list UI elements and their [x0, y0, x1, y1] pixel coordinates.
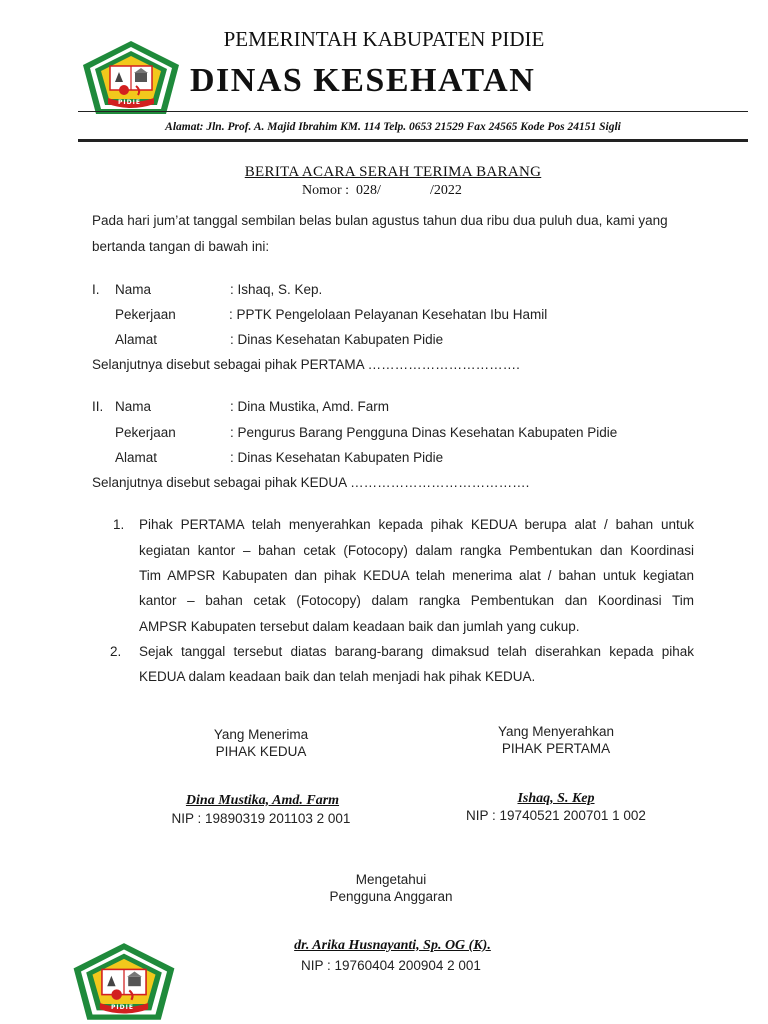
stamp-logo-label: PIDIE: [111, 1004, 134, 1011]
approver-name: dr. Arika Husnayanti, Sp. OG (K).: [294, 938, 491, 953]
letterhead-rule-thin: [78, 111, 748, 112]
approver-position: Pengguna Anggaran: [329, 889, 453, 904]
receiver-name: Dina Mustika, Amd. Farm: [185, 793, 340, 808]
document-number: Nomor : 028/ /2022: [302, 183, 462, 198]
agency-name: DINAS KESEHATAN: [190, 62, 536, 99]
clause-2-line-1: Sejak tanggal tersebut diatas barang-barang dimaksud telah diserahkan kepada pihak: [139, 644, 694, 659]
clause-1-line-4: kantor – bahan cetak (Fotocopy) dalam rangka Pembentukan dan Koordinasi Tim: [139, 593, 694, 608]
intro-line-1: Pada hari jum’at tanggal sembilan belas bulan agustus tahun dua ribu dua puluh dua, kami yang: [92, 213, 668, 228]
clause-1-line-2: kegiatan kantor – bahan cetak (Fotocopy) dalam rangka Pembentukan dan Koordinasi: [139, 543, 694, 558]
receiver-role: Yang Menerima: [213, 727, 309, 742]
letterhead-rule-thick: [78, 139, 748, 142]
clause-2-line-2: KEDUA dalam keadaan baik dan telah menjadi hak pihak KEDUA.: [139, 669, 536, 684]
pidie-emblem-icon: [67, 940, 181, 1024]
party-one-designation: Selanjutnya disebut sebagai pihak PERTAMA …………………………….: [92, 357, 520, 372]
party-one-job-label: Pekerjaan: [115, 307, 176, 322]
clause-1-line-3: Tim AMPSR Kabupaten dan pihak KEDUA telah menerima alat / bahan untuk kegiatan: [139, 568, 694, 583]
party-two-name-label: Nama: [115, 399, 152, 414]
party-one-job-value: : PPTK Pengelolaan Pelayanan Kesehatan Ibu Hamil: [229, 307, 548, 322]
giver-party: PIHAK PERTAMA: [501, 741, 611, 756]
party-one-address-label: Alamat: [115, 332, 158, 347]
party-two-designation: Selanjutnya disebut sebagai pihak KEDUA ………………………………….: [92, 475, 530, 490]
clause-1-number: 1.: [113, 517, 125, 532]
receiver-party: PIHAK KEDUA: [215, 744, 307, 759]
intro-line-2: bertanda tangan di bawah ini:: [92, 239, 270, 254]
document-title: BERITA ACARA SERAH TERIMA BARANG: [244, 164, 542, 180]
government-name: PEMERINTAH KABUPATEN PIDIE: [223, 27, 545, 51]
party-two-address-label: Alamat: [115, 450, 158, 465]
agency-address: Alamat: Jln. Prof. A. Majid Ibrahim KM. 114 Telp. 0653 21529 Fax 24565 Kode Pos 24151 Sigli: [165, 121, 621, 133]
party-one-name-value: : Ishaq, S. Kep.: [230, 282, 323, 297]
stamp-logo: [67, 940, 181, 1024]
clause-1-line-1: Pihak PERTAMA telah menyerahkan kepada pihak KEDUA berupa alat / bahan untuk: [139, 517, 694, 532]
party-two-job-value: : Pengurus Barang Pengguna Dinas Kesehatan Kabupaten Pidie: [230, 425, 618, 440]
party-two-name-value: : Dina Mustika, Amd. Farm: [230, 399, 390, 414]
approver-nip: NIP : 19760404 200904 2 001: [301, 958, 481, 973]
party-one-numeral: I.: [92, 282, 100, 297]
party-two-numeral: II.: [92, 399, 104, 414]
party-two-job-label: Pekerjaan: [115, 425, 176, 440]
giver-nip: NIP : 19740521 200701 1 002: [466, 808, 646, 823]
clause-2-number: 2.: [110, 644, 122, 659]
giver-role: Yang Menyerahkan: [497, 724, 615, 739]
giver-name: Ishaq, S. Kep: [517, 791, 595, 806]
party-one-name-label: Nama: [115, 282, 152, 297]
receiver-nip: NIP : 19890319 201103 2 001: [171, 811, 351, 826]
logo-label: PIDIE: [118, 99, 141, 106]
approver-role: Mengetahui: [355, 872, 427, 887]
party-one-address-value: : Dinas Kesehatan Kabupaten Pidie: [230, 332, 444, 347]
party-two-address-value: : Dinas Kesehatan Kabupaten Pidie: [230, 450, 444, 465]
clause-1-line-5: AMPSR Kabupaten tersebut dalam keadaan baik dan jumlah yang cukup.: [139, 619, 580, 634]
